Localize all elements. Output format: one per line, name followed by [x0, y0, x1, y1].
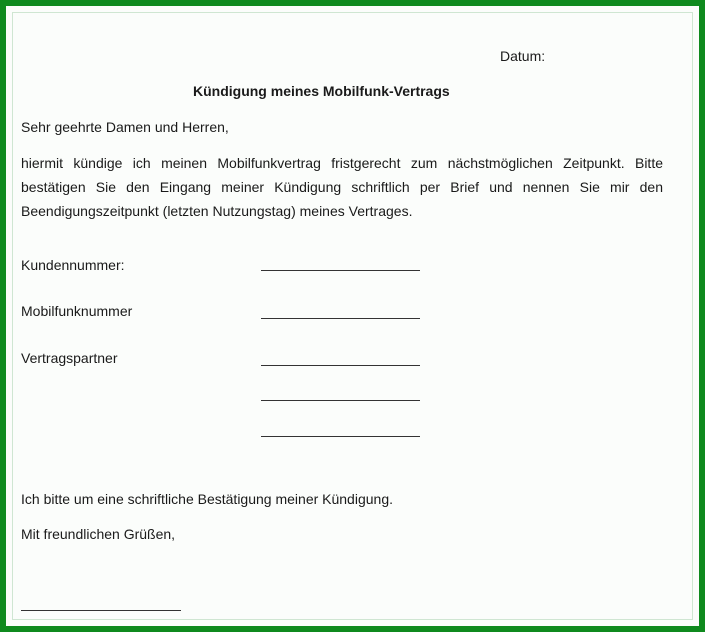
body-line-1: hiermit kündige ich meinen Mobilfunkvertrag fristgerecht zum nächstmöglichen Zeitpunkt. Bitte: [21, 155, 663, 171]
field-label-kundennummer: Kundennummer:: [21, 257, 125, 273]
field-line-mobilfunknummer[interactable]: [261, 318, 420, 319]
field-line-kundennummer[interactable]: [261, 270, 420, 271]
date-label: Datum:: [500, 48, 546, 64]
document-title: Kündigung meines Mobilfunk-Vertrags: [193, 83, 450, 99]
field-line-vertragspartner-2[interactable]: [261, 400, 420, 401]
field-line-vertragspartner-1[interactable]: [261, 365, 420, 366]
confirmation-request: Ich bitte um eine schriftliche Bestätigung meiner Kündigung.: [21, 491, 393, 507]
field-line-vertragspartner-3[interactable]: [261, 436, 420, 437]
body-line-2: bestätigen Sie den Eingang meiner Kündigung schriftlich per Brief und nennen Sie mir den: [21, 179, 663, 195]
field-label-mobilfunknummer: Mobilfunknummer: [21, 303, 133, 319]
body-line-3: Beendigungszeitpunkt (letzten Nutzungstag) meines Vertrages.: [21, 203, 413, 219]
field-label-vertragspartner: Vertragspartner: [21, 350, 118, 366]
closing: Mit freundlichen Grüßen,: [21, 526, 176, 542]
body-paragraph: [21, 151, 663, 223]
signature-line[interactable]: [21, 610, 181, 611]
salutation: Sehr geehrte Damen und Herren,: [21, 119, 229, 135]
